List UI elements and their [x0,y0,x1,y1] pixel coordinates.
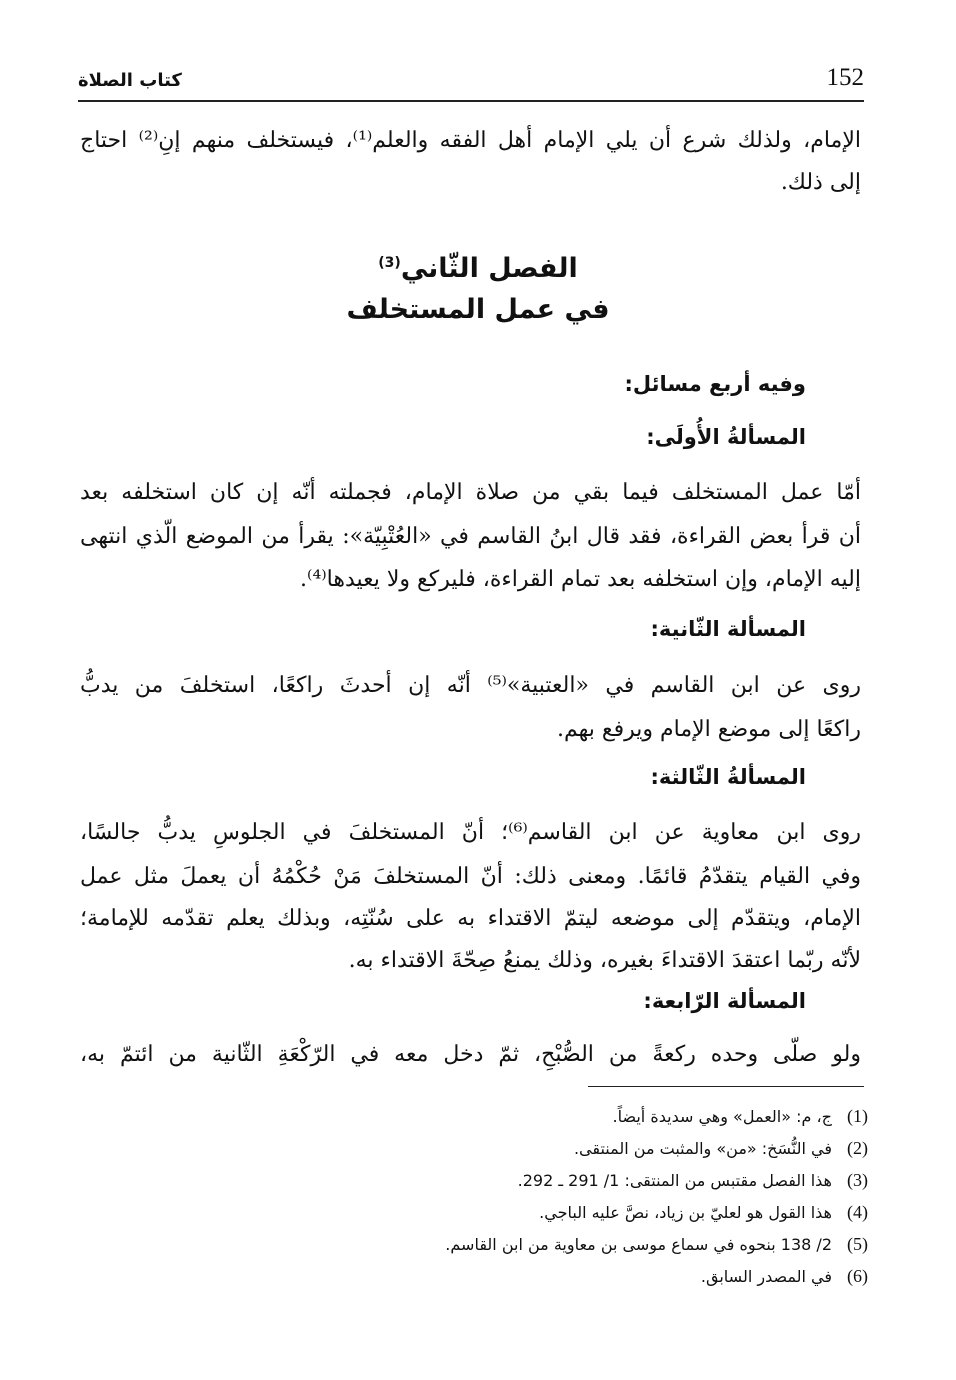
footnote-number: (4) [847,1202,868,1222]
footnote-text: في المصدر السابق. [700,1267,832,1286]
section-2-line-1: روى عن ابن القاسم في «العتبية»⁽⁵⁾ أنّه إن أحدثَ راكعًا، استخلفَ من يدبُّ [80,673,861,698]
section-3-line-3: الإمام، ويتقدّم إلى موضعه ليتمّ الاقتداء به على سُنّتِه، وبذلك يعلم تقدّمه للإمامة؛ [80,906,861,931]
section-1-line-3: إليه الإمام، وإن استخلفه بعد تمام القراءة، فليركع ولا يعيدها⁽⁴⁾. [300,567,861,592]
running-title: كتاب الصلاة [78,70,182,91]
section-heading-3: المسألةُ الثّالثة: [650,765,806,789]
footnote-3 [200,1166,868,1195]
footnote-number: (2) [847,1138,868,1158]
intro-line-1: الإمام، ولذلك شرع أن يلي الإمام أهل الفقه والعلم⁽¹⁾، فيستخلف منهم إنِ⁽²⁾ احتاج [80,128,861,153]
overview-line: وفيه أربع مسائل: [624,372,806,396]
footnote-text: هذا القول هو لعليّ بن زياد، نصَّ عليه الباجي. [539,1203,832,1222]
section-1-line-1: أمّا عمل المستخلف فيما بقي من صلاة الإمام، فجملته أنّه إن كان استخلفه بعد [80,480,861,505]
footnote-6 [200,1262,868,1291]
footnote-separator [588,1086,864,1087]
footnote-number: (6) [847,1266,868,1286]
section-3-line-4: لأنّه ربّما اعتقدَ الاقتداءَ بغيره، وذلك يمنعُ صِحّةَ الاقتداء به. [348,948,861,973]
section-1-line-2: أن قرأ بعض القراءة، فقد قال ابنُ القاسم في «العُتْبِيّة»: يقرأ من الموضع الّذي انتهى [80,524,861,549]
section-heading-4: المسألة الرّابعة: [643,989,806,1013]
footnote-5 [200,1230,868,1259]
intro-line-2: إلى ذلك. [780,170,861,195]
section-4-line-1: ولو صلّى وحده ركعةً من الصُّبْحِ، ثمّ دخل معه في الرّكْعَةِ الثّانية من ائتمّ به، [80,1042,861,1067]
chapter-title [0,243,956,289]
section-3-line-2: وفي القيام يتقدّمُ قائمًا. ومعنى ذلك: أنّ المستخلفَ مَنْ حُكْمُهُ أن يعملَ مثل عمل [80,864,861,889]
footnote-text: في النُّسَخ: «من» والمثبت من المنتقى. [573,1139,832,1158]
footnote-text: هذا الفصل مقتبس من المنتقى: 1/ 291 ـ 292. [517,1171,832,1190]
section-heading-2: المسألة الثّانية: [650,617,806,641]
footnote-4 [200,1198,868,1227]
footnote-text: ج، م: «العمل» وهي سديدة أيضاً. [612,1107,832,1126]
footnote-number: (5) [847,1234,868,1254]
footnote-text: 2/ 138 بنحوه في سماع موسى بن معاوية من ابن القاسم. [445,1235,832,1254]
section-heading-1: المسألةُ الأُولَى: [646,425,806,449]
chapter-title-text: الفصل الثّاني [400,253,578,284]
footnote-number: (3) [847,1170,868,1190]
section-2-line-2: راكعًا إلى موضع الإمام ويرفع بهم. [557,717,861,742]
footnote-1 [200,1102,868,1131]
footnote-number: (1) [847,1106,868,1126]
page-number: 152 [826,64,864,91]
page-header [78,62,864,102]
footnote-2 [200,1134,868,1163]
section-3-line-1: روى ابن معاوية عن ابن القاسم⁽⁶⁾؛ أنّ المستخلفَ في الجلوسِ يدبُّ جالسًا، [80,820,861,845]
chapter-title-note: (3) [378,255,401,271]
chapter-subtitle: في عمل المستخلف [346,294,610,325]
